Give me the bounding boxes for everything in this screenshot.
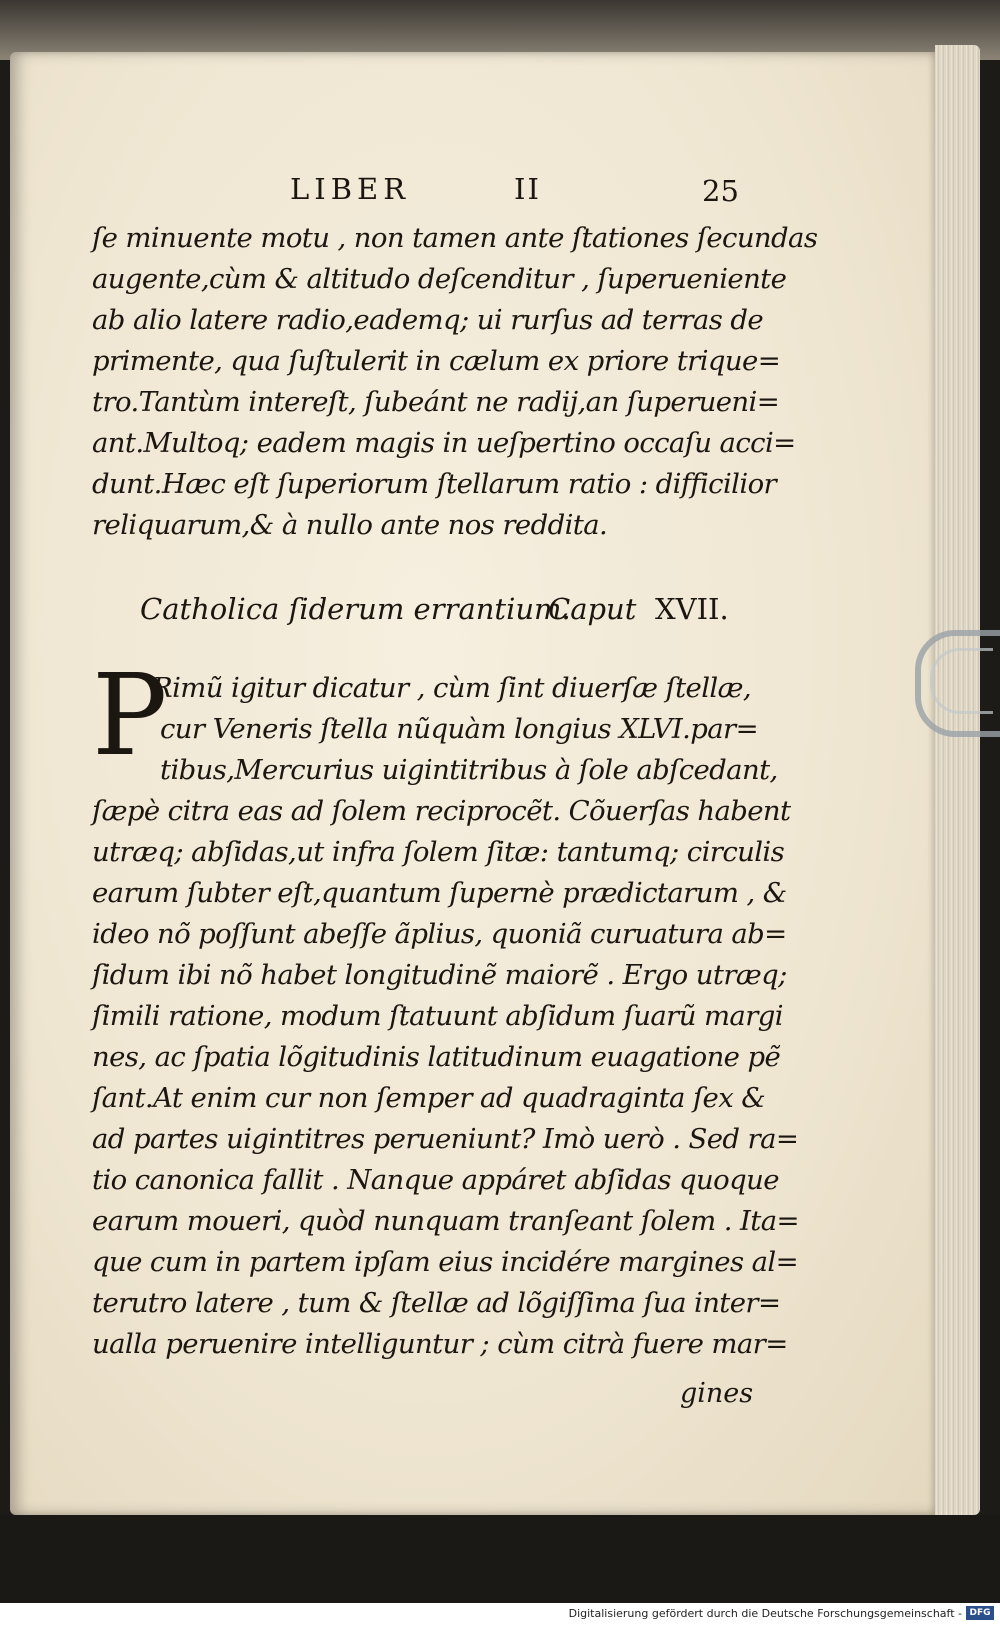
text-line: que cum in partem ipſam eius incidére margines al= [92, 1246, 799, 1278]
ribbon-bookmark-inner [930, 648, 993, 714]
text-line: ualla peruenire intelliguntur ; cùm citrà fuere mar= [92, 1328, 788, 1360]
text-line: primente, qua ſuſtulerit in cælum ex priore trique= [92, 345, 781, 377]
text-line: ideo nõ poſſunt abeſſe ãplius, quoniã curuatura ab= [92, 918, 787, 950]
page-number: 25 [702, 174, 739, 208]
book-number: II [514, 172, 541, 206]
text-line: tio canonica fallit . Nanque appáret abſidas quoque [92, 1164, 779, 1196]
text-line: utræq; abſidas,ut infra ſolem ſitæ: tantumq; circulis [92, 836, 785, 868]
text-line: ad partes uigintitres perueniunt? Imò uerò . Sed ra= [92, 1123, 799, 1155]
dfg-logo: DFG [966, 1606, 994, 1620]
text-line: earum moueri, quòd nunquam tranſeant ſolem . Ita= [92, 1205, 799, 1237]
page-stack [935, 45, 980, 1515]
text-line: augente,cùm & altitudo deſcenditur , ſuperueniente [92, 263, 787, 295]
text-line: ſidum ibi nõ habet longitudinẽ maiorẽ . Ergo utræq; [92, 959, 787, 991]
text-line: terutro latere , tum & ſtellæ ad lõgiſſima ſua inter= [92, 1287, 781, 1319]
text-line: Rimũ igitur dicatur , cùm ſint diuerſæ ſtellæ, [152, 672, 751, 704]
chapter-title: Catholica ſiderum errantium. [140, 592, 571, 626]
text-line: dunt.Hæc eſt ſuperiorum ſtellarum ratio : difficilior [92, 468, 777, 500]
running-title: LIBER [290, 172, 411, 206]
book-top-edge [0, 0, 1000, 60]
text-line: tibus,Mercurius uigintitribus à ſole abſcedant, [160, 754, 778, 786]
text-line: reliquarum,& à nullo ante nos reddita. [92, 509, 608, 541]
text-line: cur Veneris ſtella nũquàm longius XLVI.par= [160, 713, 759, 745]
text-line: ſimili ratione, modum ſtatuunt abſidum ſuarũ margi [92, 1000, 783, 1032]
text-line: ant.Multoq; eadem magis in ueſpertino occaſu acci= [92, 427, 796, 459]
chapter-number: XVII. [655, 592, 729, 626]
text-line: ſe minuente motu , non tamen ante ſtationes ſecundas [92, 222, 818, 254]
footer-credit: Digitalisierung gefördert durch die Deutsche Forschungsgemeinschaft - [568, 1607, 962, 1620]
text-line: earum ſubter eſt,quantum ſupernè prædictarum , & [92, 877, 787, 909]
text-line: tro.Tantùm intereſt, ſubeánt ne radij,an ſuperueni= [92, 386, 780, 418]
text-line: ab alio latere radio,eademq; ui rurſus ad terras de [92, 304, 764, 336]
text-line: ſant.At enim cur non ſemper ad quadraginta ſex & [92, 1082, 766, 1114]
drop-cap: P [92, 651, 168, 781]
text-line: ſæpè citra eas ad ſolem reciprocẽt. Cõuerſas habent [92, 795, 791, 827]
catchword: gines [680, 1378, 754, 1409]
chapter-caput: Caput [548, 592, 637, 626]
text-line: nes, ac ſpatia lõgitudinis latitudinum euagatione pẽ [92, 1041, 781, 1073]
